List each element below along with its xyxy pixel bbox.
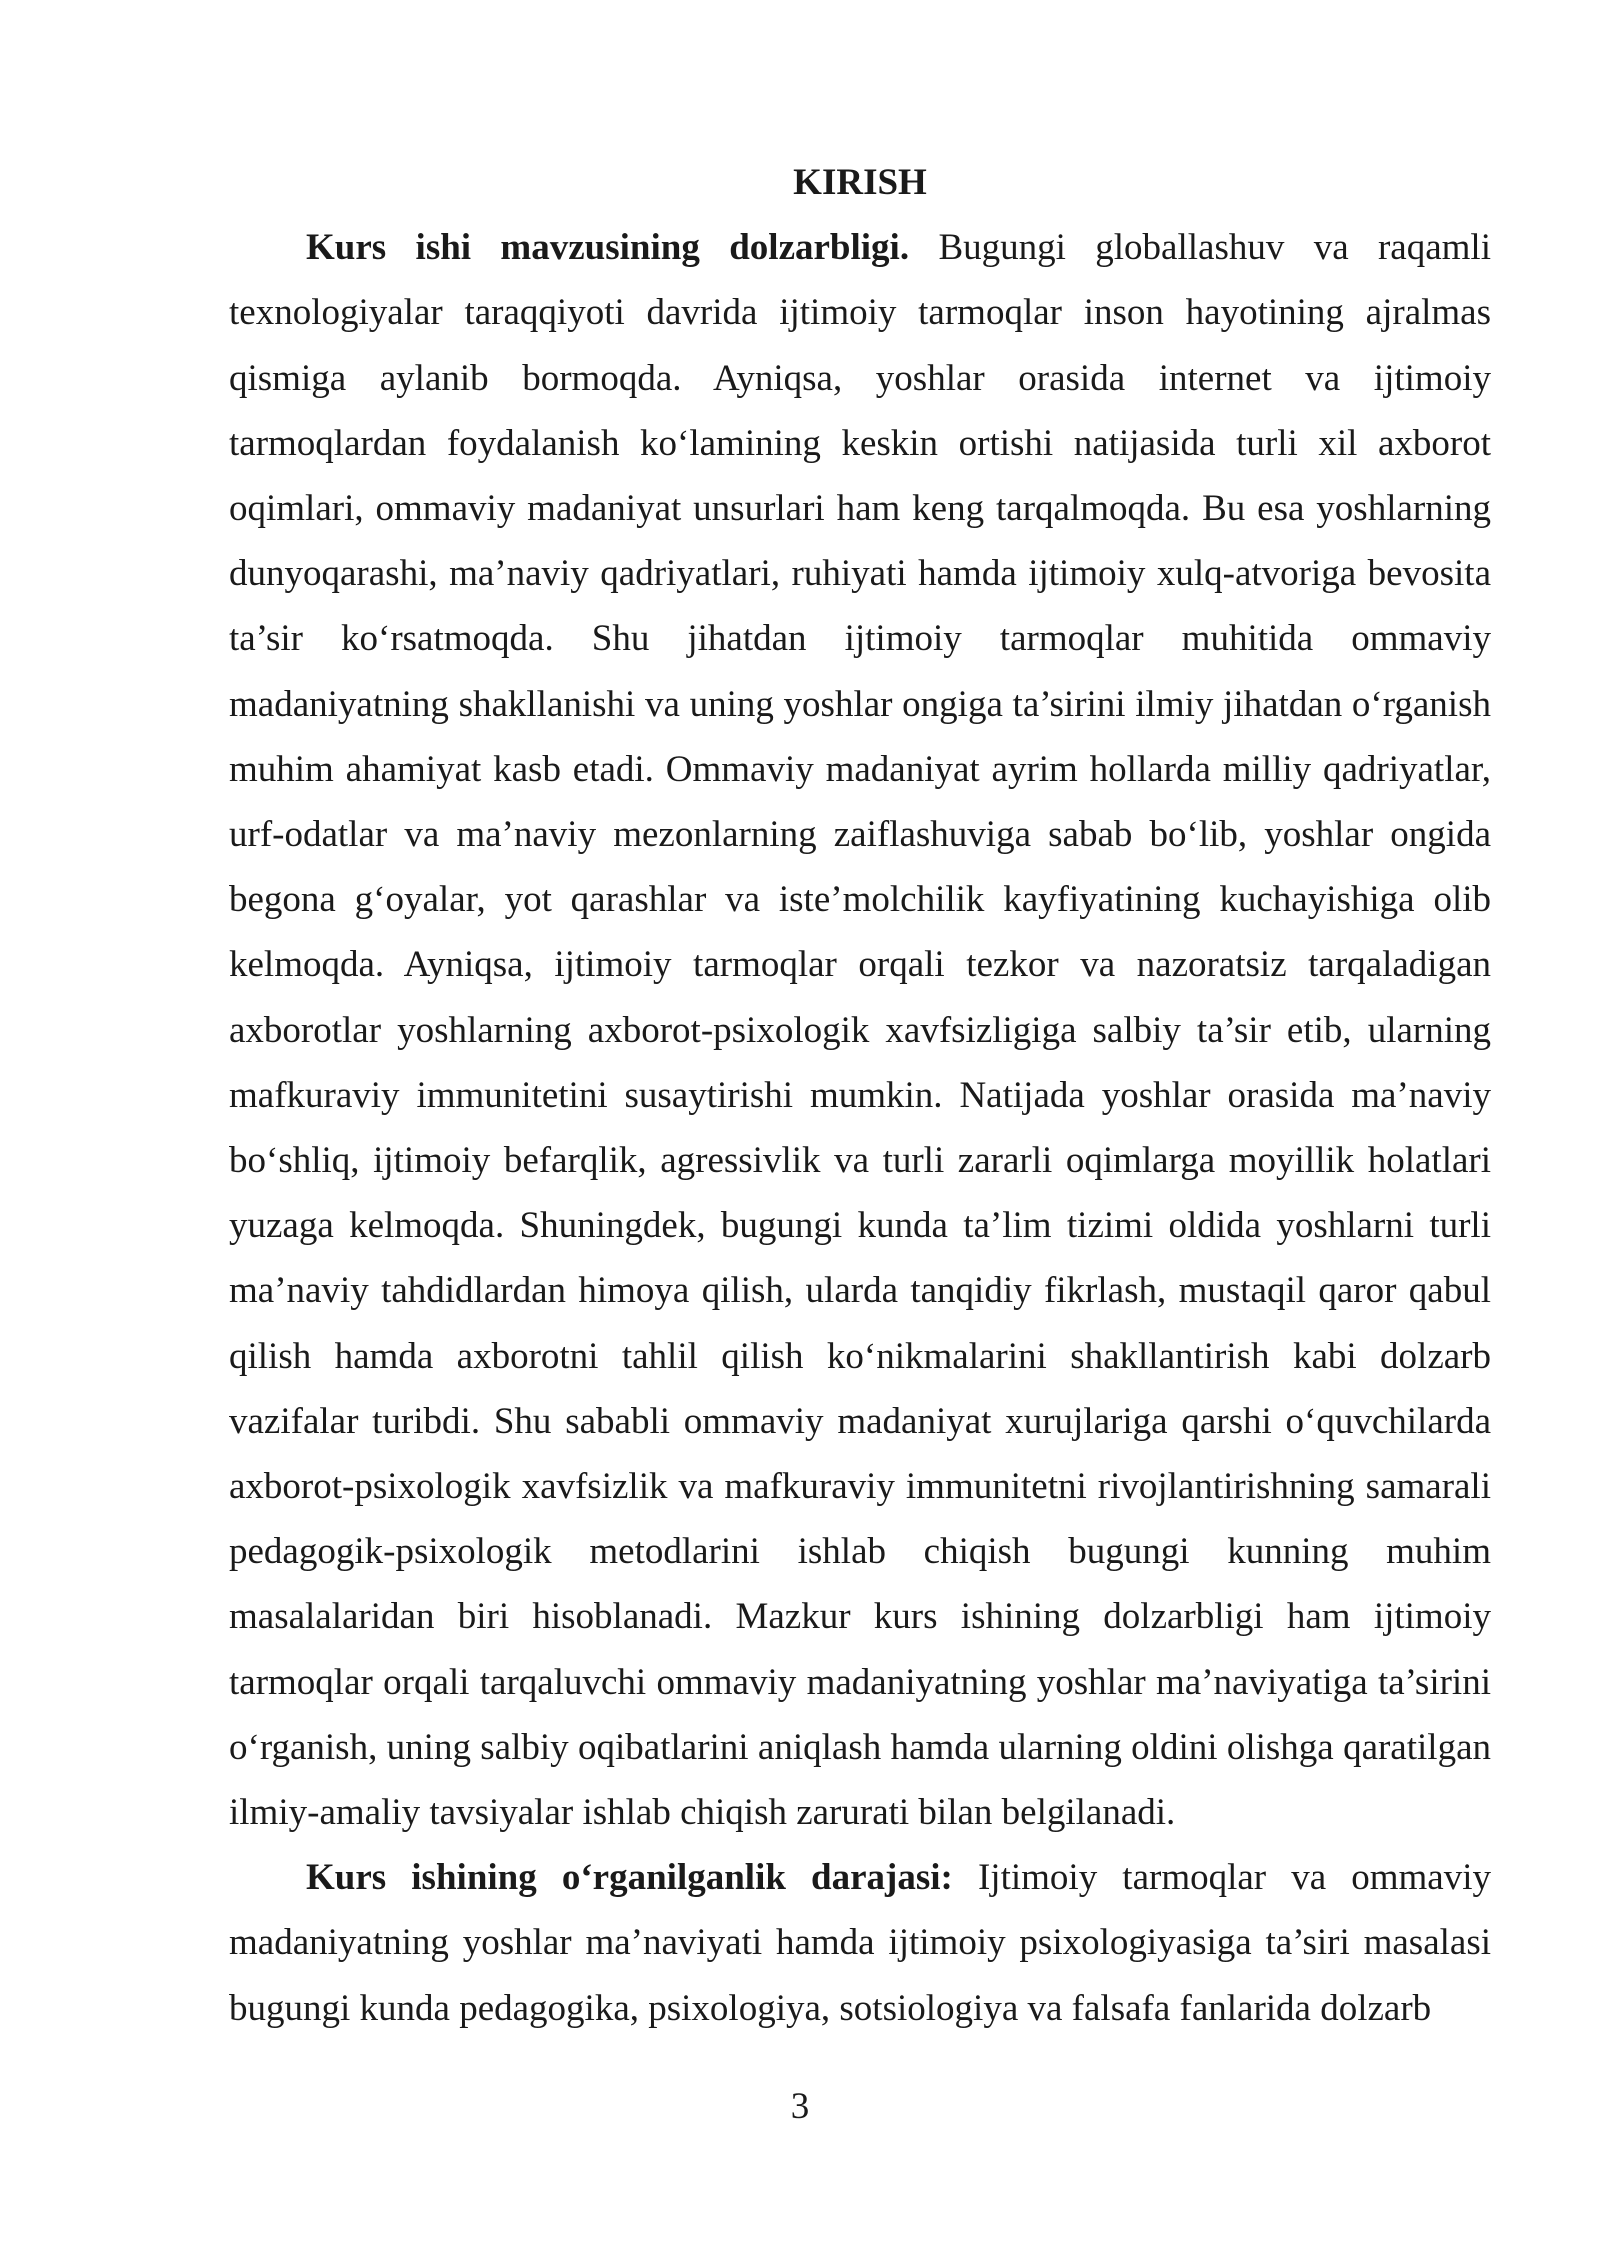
paragraph-lead: Kurs ishining o‘rganilganlik darajasi: xyxy=(306,1857,953,1899)
paragraph-text: Bugungi globallashuv va raqamli texnologiyalar taraqqiyoti davrida ijtimoiy tarmoqlar inson hayotining ajralmas qismiga aylanib bormoqda. Ayniqsa, yoshlar orasida internet va ijtimoiy tarmoqlardan foydalanish ko‘lamining keskin ortishi natijasida turli xil axborot oqimlari, ommaviy madaniyat unsurlari ham keng tarqalmoqda. Bu esa yoshlarning dunyoqarashi, ma’naviy qadriyatlari, ruhiyati hamda ijtimoiy xulq-atvoriga bevosita ta’sir ko‘rsatmoqda. Shu jihatdan ijtimoiy tarmoqlar muhitida ommaviy madaniyatning shakllanishi va uning yoshlar ongiga ta’sirini ilmiy jihatdan o‘rganish muhim ahamiyat kasb etadi. Ommaviy madaniyat ayrim hollarda milliy qadriyatlar, urf-odatlar va ma’naviy mezonlarning zaiflashuviga sabab bo‘lib, yoshlar ongida begona g‘oyalar, yot qarashlar va iste’molchilik kayfiyatining kuchayishiga olib kelmoqda. Ayniqsa, ijtimoiy tarmoqlar orqali tezkor va nazoratsiz tarqaladigan axborotlar yoshlarning axborot-psixologik xavfsizligiga salbiy ta’sir etib, ularning mafkuraviy immunitetini susaytirishi mumkin. Natijada yoshlar orasida ma’naviy bo‘shliq, ijtimoiy befarqlik, agressivlik va turli zararli oqimlarga moyillik holatlari yuzaga kelmoqda. Shuningdek, bugungi kunda ta’lim tizimi oldida yoshlarni turli ma’naviy tahdidlardan himoya qilish, ularda tanqidiy fikrlash, mustaqil qaror qabul qilish hamda axborotni tahlil qilish ko‘nikmalarini shakllantirish kabi dolzarb vazifalar turibdi. Shu sababli ommaviy madaniyat xurujlariga qarshi o‘quvchilarda axborot-psixologik xavfsizlik va mafkuraviy immunitetni rivojlantirishning samarali pedagogik-psixologik metodlarini ishlab chiqish bugungi kunning muhim masalalaridan biri hisoblanadi. Mazkur kurs ishining dolzarbligi ham ijtimoiy tarmoqlar orqali tarqaluvchi ommaviy madaniyatning yoshlar ma’naviyatiga ta’sirini o‘rganish, uning salbiy oqibatlarini aniqlash hamda ularning oldini olishga qaratilgan ilmiy-amaliy tavsiyalar ishlab chiqish zarurati bilan belgilanadi. xyxy=(229,227,1491,1834)
page-number: 3 xyxy=(790,2086,810,2127)
section-heading: KIRISH xyxy=(793,162,927,203)
page-content xyxy=(229,150,1491,2041)
paragraph-relevance xyxy=(229,215,1491,1845)
paragraph-text: Ijtimoiy tarmoqlar va ommaviy madaniyatning yoshlar ma’naviyati hamda ijtimoiy psixologiyasiga ta’siri masalasi bugungi kunda pedagogika, psixologiya, sotsiologiya va falsafa fanlarida dolzarb xyxy=(229,1857,1491,2029)
paragraph-lead: Kurs ishi mavzusining dolzarbligi. xyxy=(306,227,910,269)
paragraph-study-level xyxy=(229,1845,1491,2041)
